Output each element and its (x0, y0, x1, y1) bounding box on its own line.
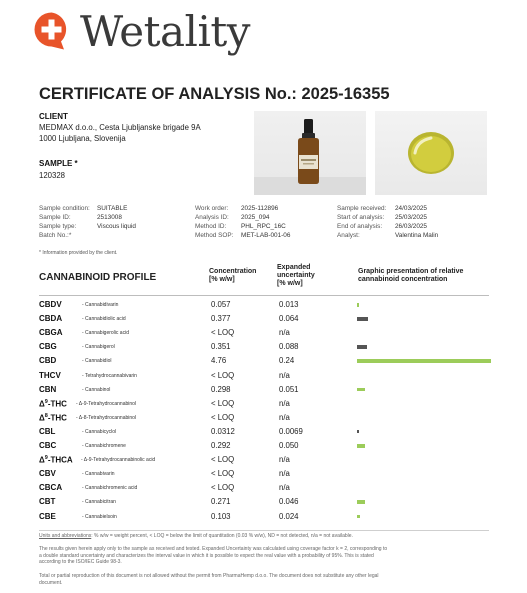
client-address-line1: MEDMAX d.o.o., Cesta Ljubljanske brigade 9A (39, 123, 201, 132)
uncertainty-value: 0.051 (279, 384, 299, 394)
profile-title: CANNABINOID PROFILE (39, 272, 157, 283)
concentration-value: 0.377 (211, 314, 231, 324)
cannabinoid-code-text: THCV (39, 370, 61, 380)
meta-value: SUITABLE (97, 205, 128, 212)
meta-value: Viscous liquid (97, 223, 136, 230)
meta-key: Method ID: (195, 223, 227, 230)
cannabinoid-name: - Cannabichromenic acid (82, 485, 138, 492)
brand-name: Wetality (80, 7, 250, 56)
cannabinoid-code (39, 385, 56, 394)
cannabinoid-code (39, 455, 73, 465)
concentration-value: 0.057 (211, 300, 231, 309)
concentration-value: 4.76 (211, 356, 227, 366)
cannabinoid-name: - Cannabidivarin (82, 302, 119, 308)
concentration-value: < LOQ (211, 328, 235, 338)
meta-key: End of analysis: (337, 223, 383, 230)
meta-key: Sample condition: (39, 205, 90, 212)
results-line2: a double standard uncertainty and characterizes the interval value in which it is possible to expect the real value with a probability of 95%. This is stated (39, 552, 374, 559)
footer-divider (39, 530, 489, 531)
cannabinoid-code-text: CBG (39, 342, 57, 352)
footer-results (39, 546, 387, 566)
uncertainty-header-label2: uncertainty (277, 272, 315, 279)
meta-value: 24/03/2025 (395, 205, 427, 212)
cannabinoid-name: - Cannabichromene (82, 443, 126, 449)
cannabinoid-name: - Δ-9-Tetrahydrocannabinol (76, 400, 137, 407)
concentration-bar (357, 500, 365, 504)
uncertainty-value: 0.046 (279, 497, 299, 507)
uncertainty-value: 0.088 (279, 342, 299, 352)
client-address-line2: 1000 Ljubljana, Slovenija (39, 134, 126, 143)
uncertainty-value: n/a (279, 469, 290, 479)
uncertainty-value: 0.0069 (279, 426, 303, 436)
cannabinoid-code (39, 512, 56, 521)
concentration-value: 0.103 (211, 511, 231, 521)
meta-key: Work order: (195, 205, 229, 212)
uncertainty-header-unit: [% w/w] (277, 280, 303, 287)
cannabinoid-code-superscript: 9 (44, 455, 48, 462)
sample-label: SAMPLE * (39, 159, 78, 168)
abbreviations-text: : % w/w = weight percent, < LOQ = below the limit of quantitation (0.03 % w/w), ND = not detected, n/a = not available. (91, 533, 353, 539)
cannabinoid-code-text: CBT (39, 497, 56, 507)
concentration-value: 0.298 (211, 384, 231, 394)
cannabinoid-code-text: CBC (39, 441, 57, 450)
footer-reproduction (39, 573, 379, 586)
cannabinoid-code-text: Δ (39, 413, 45, 423)
cannabinoid-code (39, 427, 55, 436)
cannabinoid-code (39, 314, 62, 323)
cannabinoid-code (39, 469, 56, 478)
cannabinoid-name: - Cannabielsoin (82, 513, 117, 520)
concentration-value: < LOQ (211, 398, 235, 408)
cannabinoid-code-text: Δ (39, 455, 45, 465)
cannabinoid-name: - Δ-8-Tetrahydrocannabinol (76, 414, 137, 421)
cannabinoid-code (39, 300, 62, 309)
reproduction-line1: Total or partial reproduction of this document is not allowed without the permit from PharmaHemp d.o.o. The document does not substitute any other legal (39, 573, 379, 579)
cannabinoid-name: - Cannabicitran (82, 499, 116, 506)
cannabinoid-name: - Cannabinol (82, 386, 111, 393)
cannabinoid-code-text: CBCA (39, 483, 63, 493)
cannabinoid-code-text: CBDV (39, 300, 62, 309)
cannabinoid-code-text: CBN (39, 384, 57, 394)
certificate-title: CERTIFICATE OF ANALYSIS No.: 2025-16355 (39, 85, 390, 103)
meta-value: 2025_094 (241, 214, 270, 221)
graph-header-label2: cannabinoid concentration (358, 276, 448, 283)
client-label: CLIENT (39, 112, 68, 121)
cannabinoid-code (39, 356, 56, 365)
meta-value: 26/03/2025 (395, 223, 427, 230)
concentration-value: 0.271 (211, 497, 231, 507)
meta-key: Start of analysis: (337, 214, 385, 221)
meta-key: Sample ID: (39, 214, 71, 221)
sample-value: 120328 (39, 171, 66, 180)
footer-abbreviations (39, 533, 353, 540)
uncertainty-value: n/a (279, 328, 290, 338)
concentration-header-label: Concentration (209, 268, 257, 275)
cannabinoid-code-text: Δ (39, 399, 45, 409)
concentration-bar (357, 444, 365, 448)
concentration-value: < LOQ (211, 455, 235, 465)
uncertainty-header-label1: Expanded (277, 264, 311, 271)
concentration-value: < LOQ (211, 469, 235, 479)
meta-key: Sample received: (337, 205, 387, 212)
concentration-bar (357, 359, 491, 363)
concentration-bar (357, 515, 360, 519)
concentration-value: < LOQ (211, 370, 235, 380)
cannabinoid-name: - Cannabigerolic acid (82, 330, 129, 337)
cannabinoid-code (39, 342, 57, 351)
uncertainty-value: 0.064 (279, 314, 299, 324)
cannabinoid-code-text: CBV (39, 469, 56, 479)
cannabinoid-code-text: CBL (39, 426, 56, 436)
cannabinoid-code (39, 483, 62, 492)
meta-value: 2513008 (97, 214, 122, 221)
cannabinoid-code-superscript: 8 (44, 412, 48, 419)
cannabinoid-name: - Cannabicyclol (82, 428, 117, 435)
cannabinoid-code (39, 413, 67, 423)
uncertainty-value: 0.013 (279, 300, 299, 309)
meta-key: Method SOP: (195, 232, 234, 239)
uncertainty-value: n/a (279, 398, 290, 408)
concentration-bar (357, 317, 368, 321)
concentration-value: < LOQ (211, 483, 235, 493)
results-line1: The results given herein apply only to the sample as received and tested. Expanded Uncertainty was calculated using coverage factor k = 2, corresponding to (39, 546, 388, 552)
cannabinoid-code (39, 441, 56, 450)
meta-value: 2025-112896 (241, 205, 279, 212)
cannabinoid-code (39, 399, 67, 409)
cannabinoid-code-text: CBGA (39, 328, 63, 338)
concentration-value: 0.0312 (211, 426, 235, 436)
meta-value: PHL_RPC_16C (241, 223, 286, 230)
meta-value: MET-LAB-001-06 (241, 232, 291, 239)
cannabinoid-code-text: CBE (39, 511, 56, 521)
meta-value: Valentina Malin (395, 232, 439, 239)
cannabinoid-code-text: CBD (39, 356, 57, 366)
concentration-value: < LOQ (211, 412, 235, 422)
abbreviations-label: Units and abbreviations (39, 533, 92, 539)
concentration-bar (357, 345, 367, 349)
concentration-bar (357, 388, 365, 392)
meta-value: 25/03/2025 (395, 214, 427, 221)
uncertainty-value: n/a (279, 455, 290, 465)
concentration-value: 0.292 (211, 441, 231, 450)
cannabinoid-code-superscript: 9 (44, 398, 48, 405)
uncertainty-value: 0.024 (279, 511, 299, 521)
cannabinoid-name: - Cannabivarin (82, 471, 115, 478)
concentration-value: 0.351 (211, 342, 231, 352)
concentration-header-unit: [% w/w] (209, 276, 235, 283)
cannabinoid-code-suffix: -THC (47, 399, 67, 409)
uncertainty-value: n/a (279, 483, 290, 493)
cannabinoid-code-suffix: -THCA (47, 455, 73, 465)
meta-key: Batch No.:* (39, 232, 72, 239)
meta-key: Analysis ID: (195, 214, 229, 221)
cannabinoid-name: - Tetrahydrocannabivarin (82, 372, 137, 379)
cannabinoid-name: - Cannabidiolic acid (82, 316, 126, 323)
cannabinoid-code (39, 371, 61, 380)
cannabinoid-name: - Cannabidiol (82, 358, 112, 365)
graph-header-label1: Graphic presentation of relative (358, 268, 464, 275)
client-info-note: * Information provided by the client. (39, 250, 118, 256)
cannabinoid-code (39, 497, 55, 506)
meta-key: Sample type: (39, 223, 77, 230)
reproduction-line2: document. (39, 579, 63, 586)
uncertainty-value: n/a (279, 412, 290, 422)
concentration-bar (357, 430, 359, 434)
results-line3: according to the ISO/IEC Guide 98-3. (39, 559, 122, 565)
cannabinoid-name: - Δ-9-Tetrahydrocannabinolic acid (81, 457, 156, 464)
meta-key: Analyst: (337, 232, 360, 239)
uncertainty-value: n/a (279, 370, 290, 380)
cannabinoid-name: - Cannabigerol (82, 344, 115, 351)
cannabinoid-code (39, 328, 63, 337)
concentration-bar (357, 303, 359, 307)
uncertainty-value: 0.24 (279, 356, 295, 366)
uncertainty-value: 0.050 (279, 441, 299, 450)
cannabinoid-code-text: CBDA (39, 314, 63, 324)
cannabinoid-code-suffix: -THC (47, 413, 67, 423)
